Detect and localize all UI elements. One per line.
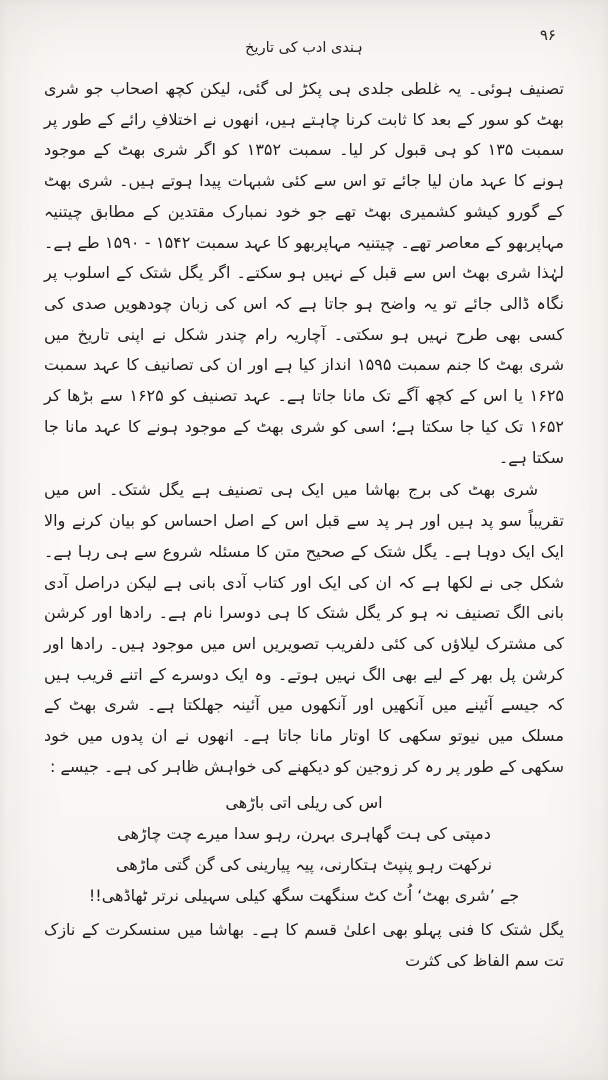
page-number: ۹۶: [539, 26, 556, 44]
verse-line: اس کی ریلی اتی باڑھی: [225, 792, 383, 812]
verse-line: دمپتی کی ہت گھاہری بہرن، رہو سدا میرے چت چاڑھی: [117, 823, 491, 843]
verse-line: نرکھت رہو پنپٹ ہتکارنی، پیہ پیارینی کی گن گتی ماڑھی: [115, 854, 493, 874]
paragraph-yugal-shatak: شری بھٹ کی برج بھاشا میں ایک ہی تصنیف ہے یگل شتک۔ اس میں تقریباً سو پد ہیں اور ہر پد سے قبل اس کے اصل احساس کو بیان کرنے والا ایک ایک دوہا ہے۔ یگل شتک کے صحیح متن کا مسئلہ شروع سے ہی رہا ہے۔ شکل جی نے لکھا ہے کہ ان کی ایک اور کتاب آدی بانی ہے لیکن دراصل آدی بانی الگ تصنیف نہ ہو کر یگل شتک کا ہی دوسرا نام ہے۔ رادھا اور کرشن کی مشترک لیلاؤں کی کئی دلفریب تصویریں اس میں موجود ہیں۔ رادھا اور کرشن پل بھر کے لیے بھی الگ نہیں ہوتے۔ وہ ایک دوسرے کے اتنے قریب ہیں کہ جیسے آئینے میں آنکھیں اور آنکھوں میں آئینہ جھلکتا ہے۔ شری بھٹ کے مسلک میں نیوتو سکھی کا اوتار مانا جاتا ہے۔ انھوں نے ان پدوں میں خود سکھی کے طور پر رہ کر زوجین کو دیکھنے کی خواہش ظاہر کی ہے۔ جیسے :: [44, 480, 564, 776]
verse-line: جے ’شری بھٹ‘ اُٹ کٹ سنگھت سگھ کیلی سہیلی نرتر ٹھاڈھی!!: [88, 886, 520, 906]
page-body: [44, 74, 564, 977]
verse-block: [44, 787, 564, 912]
paragraph-closing: یگل شتک کا فنی پہلو بھی اعلیٰ قسم کا ہے۔ بھاشا میں سنسکرت کے نازک تت سم الفاظ کی کثرت: [44, 920, 564, 970]
paragraph-continuation: تصنیف ہوئی۔ یہ غلطی جلدی ہی پکڑ لی گئی، لیکن کچھ اصحاب جو شری بھٹ کو سور کے بعد کا ثابت کرنا چاہتے ہیں، انھوں نے اختلافِ رائے کے طور پر سمبت ۱۳۵ کو ہی قبول کر لیا۔ سمبت ۱۳۵۲ کو اگر شری بھٹ کے موجود ہونے کا عہد مان لیا جائے تو اس سے کئی شبہات پیدا ہوتے ہیں۔ شری بھٹ کے گورو کیشو کشمیری بھٹ تھے جو خود نمبارک مقتدین کے مطابق چیتنیہ مہاپربھو کے معاصر تھے۔ چیتنیہ مہاپربھو کا عہد سمبت ۱۵۴۲ - ۱۵۹۰ طے ہے۔ لہٰذا شری بھٹ اس سے قبل کے نہیں ہو سکتے۔ اگر یگل شتک کے اسلوب پر نگاہ ڈالی جائے تو یہ واضح ہو جاتا ہے کہ اس کی زبان چودھویں صدی کی کسی بھی طرح نہیں ہو سکتی۔ آچاریہ رام چندر شکل نے اپنی تاریخ میں شری بھٹ کا جنم سمبت ۱۵۹۵ انداز کیا ہے اور ان کی تصانیف کا عہد سمبت ۱۶۲۵ یا اس کے کچھ آگے تک مانا جاتا ہے۔ عہد تصنیف کو ۱۶۲۵ سے بڑھا کر ۱۶۵۲ تک کیا جا سکتا ہے؛ اسی کو شری بھٹ کے موجود ہونے کا عہد مانا جا سکتا ہے۔: [44, 79, 565, 467]
running-header-title: ہندی ادب کی تاریخ: [245, 40, 363, 56]
